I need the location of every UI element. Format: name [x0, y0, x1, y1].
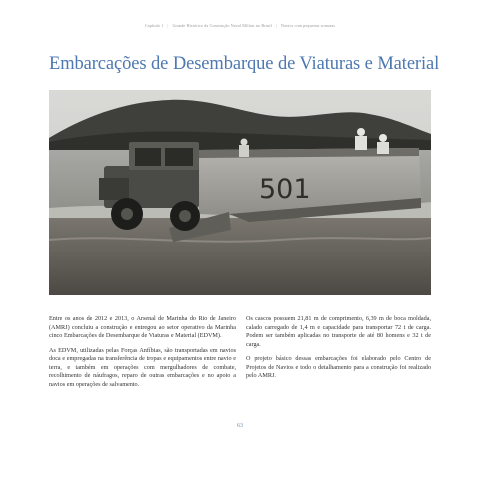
paragraph-usage: As EDVM, utilizadas pelas Forças Anfíbias, são transportadas em navios doca e empregadas na transferência de tropas e equipamentos entre navio e terra, e também em operações com mergulhadores de combate, recolhimento de náufragos, reparo de outras embarcações e no apoio a navios em operações de salvamento. [49, 346, 236, 388]
body-column-right [246, 315, 431, 387]
running-header: Capítulo 1 | Grande Histórico da Construção Naval Militar no Brasil | Navios com pequenas somaras [144, 23, 336, 28]
paragraph-dimensions: Os cascos possuem 21,81 m de comprimento, 6,39 m de boca moldada, calado carregado de 1,4 m e capacidade para transportar 72 t de carga. Podem ser também aplicadas no transporte de até 80 homens e 32 t de carga. [246, 315, 431, 348]
hull-number: 501 [259, 174, 311, 205]
page-number: 63 [237, 423, 243, 429]
header-chapter: Capítulo 1 [144, 23, 164, 28]
header-subsection: Navios com pequenas somaras [280, 23, 336, 28]
paragraph-design: O projeto básico dessas embarcações foi elaborado pelo Centro de Projetos de Navios e todo o detalhamento para a construção foi realizado pelo AMRJ. [246, 355, 431, 380]
page-title: Embarcações de Desembarque de Viaturas e Material [49, 54, 440, 74]
header-section: Grande Histórico da Construção Naval Militar no Brasil [172, 23, 272, 28]
landing-craft-photo [49, 90, 431, 295]
paragraph-intro: Entre os anos de 2012 e 2013, o Arsenal de Marinha do Rio de Janeiro (AMRJ) concluiu a construção e entregou ao setor operativo da Marinha cinco Embarcações de Desembarque de Viaturas e Material (EDVM). [49, 315, 236, 340]
body-column-left [49, 315, 236, 395]
